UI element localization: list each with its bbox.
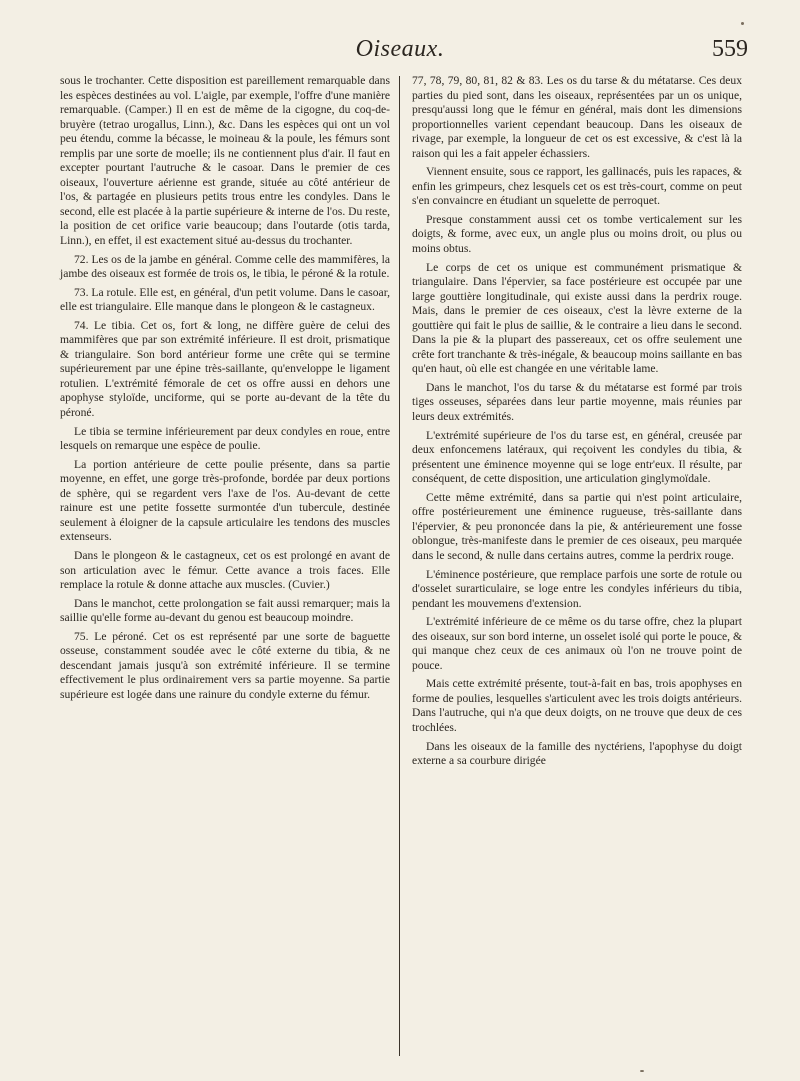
paragraph: L'éminence postérieure, que remplace parfois une sorte de rotule ou d'osselet surarticulaire, se loge entre les condyles inférieurs du tibia, pendant les mouvemens d'extension. [412,567,742,610]
paragraph-section-73: 73. La rotule. Elle est, en général, d'un petit volume. Dans le casoar, elle est triangulaire. Elle manque dans le plongeon & le castagneux. [60,285,390,314]
column-rule [399,76,400,1056]
paragraph: Cette même extrémité, dans sa partie qui n'est point articulaire, offre postérieurement une éminence rugueuse, très-saillante dans l'épervier, & peu prononcée dans la pie, & antérieurement une fosse oblongue, très-manifeste dans le premier de ces oiseaux, peu marquée dans le second, & nulle dans certains autres, comme la perdrix rouge. [412,490,742,562]
paragraph: Dans le plongeon & le castagneux, cet os est prolongé en avant de son articulation avec le fémur. Cette avance a trois faces. Elle remplace la rotule & donne attache aux muscles. (Cuvier.) [60,548,390,592]
paragraph: Viennent ensuite, sous ce rapport, les gallinacés, puis les rapaces, & enfin les grimpeurs, chez lesquels cet os est très-court, comme on peut s'en convaincre en étudiant un squelette de perroquet. [412,165,742,208]
paragraph: sous le trochanter. Cette disposition est pareillement remarquable dans les espèces destinées au vol. L'aigle, par exemple, l'offre d'une manière remarquable. (Camper.) Il en est de même de la cigogne, du coq-de-bruyère (tetrao urogallus, Linn.), &c. Dans les espèces qui ont un vol peu étendu, comme la bécasse, le moineau & la poule, les fémurs sont remplis par une sorte de moelle; ils ne contiennent plus d'air. Il faut en excepter pourtant l'autruche & le casoar. Dans le premier de ces oiseaux, l'ouverture aérienne est grande, située au côté antérieur de l'os, & partagée en plusieurs petits trous entre les condyles. Dans le second, elle est placée à la partie supérieure & interne de l'os. Du reste, la position de cet orifice varie beaucoup; dans l'outarde (otis tarda, Linn.), en effet, il est exactement situé au-dessus du trochanter. [60,74,390,248]
running-title: Oiseaux. [355,36,445,62]
paragraph: Dans le manchot, cette prolongation se fait aussi remarquer; mais la saillie qu'elle forme au-devant du genou est beaucoup moindre. [60,596,390,625]
paper-speck [640,1070,644,1072]
paragraph-section-74: 74. Le tibia. Cet os, fort & long, ne diffère guère de celui des mammifères que par son extrémité inférieure. Il est droit, prismatique & triangulaire. Son bord antérieur forme une crête qui se termine supérieurement par une épine très-saillante, qu'enveloppe le ligament rotulien. L'extrémité fémorale de cet os offre aussi en dehors une apophyse styloïde, unciforme, qui se porte au-devant de la tête du péroné. [60,318,390,420]
paragraph: Presque constamment aussi cet os tombe verticalement sur les doigts, & forme, avec eux, un angle plus ou moins droit, ou plus ou moins obtus. [412,212,742,256]
left-column [60,74,390,706]
paper-speck [741,22,744,25]
paragraph: Le corps de cet os unique est communément prismatique & triangulaire. Dans l'épervier, sa face postérieure est occupée par une large gouttière longitudinale, qui existe aussi dans la perdrix rouge. Mais, dans le premier de ces oiseaux, c'est la lèvre externe de la gouttière qui fait le plus de saillie, & le contraire a lieu dans le second. Dans la pie & la plupart des passereaux, cet os offre seulement une crête fort tranchante & très-inégale, & beaucoup moins saillante en bas qu'en haut, où elle est changée en une véritable lame. [412,260,742,376]
page-number: 559 [712,36,748,62]
paragraph: Dans le manchot, l'os du tarse & du métatarse est formé par trois tiges osseuses, séparées dans leur partie moyenne, mais réunies par leurs deux extrémités. [412,380,742,424]
right-column [412,74,742,773]
paragraph: L'extrémité inférieure de ce même os du tarse offre, chez la plupart des oiseaux, sur son bord interne, un osselet isolé qui porte le pouce, & qui manque chez ceux de ces animaux où l'on ne trouve point de pouce. [412,615,742,672]
paragraph: Dans les oiseaux de la famille des nyctériens, l'apophyse du doigt externe a sa courbure dirigée [412,739,742,768]
paragraph-section-77-83: 77, 78, 79, 80, 81, 82 & 83. Les os du tarse & du métatarse. Ces deux parties du pied sont, dans les oiseaux, représentées par un os unique, presqu'aussi long que le fémur en général, mais dont les dimensions proportionnelles varient cependant beaucoup. Dans les oiseaux de rivage, par exemple, la longueur de cet os est excessive, & c'est là la raison qui les a fait appeler échassiers. [412,74,742,160]
paragraph: L'extrémité supérieure de l'os du tarse est, en général, creusée par deux enfoncemens latéraux, qui reçoivent les condyles du tibia, & présentent une éminence moyenne qui se loge entr'eux. Il résulte, par conséquent, de cette disposition, une articulation ginglymoïdale. [412,428,742,486]
paragraph: Le tibia se termine inférieurement par deux condyles en roue, entre lesquels on remarque une espèce de poulie. [60,424,390,453]
paragraph-section-75: 75. Le péroné. Cet os est représenté par une sorte de baguette osseuse, constamment soudée avec le côté externe du tibia, & ne descendant jamais jusqu'à son extrémité inférieure. Il se termine effectivement le plus ordinairement vers sa partie moyenne. Sa partie supérieure est logée dans une rainure du condyle externe du fémur. [60,629,390,701]
paragraph-section-72: 72. Les os de la jambe en général. Comme celle des mammifères, la jambe des oiseaux est formée de trois os, le tibia, le péroné & la rotule. [60,252,390,281]
paragraph: Mais cette extrémité présente, tout-à-fait en bas, trois apophyses en forme de poulies, lesquelles s'articulent avec les trois doigts antérieurs. Dans l'autruche, qui n'a que deux doigts, on ne trouve que deux de ces trochlées. [412,677,742,734]
paragraph: La portion antérieure de cette poulie présente, dans sa partie moyenne, en effet, une gorge très-profonde, bordée par deux portions de sphère, qui se regardent vers l'axe de l'os. Au-devant de cette rainure est une petite fossette surmontée d'un tubercule, destinée seulement à éloigner de la capsule articulaire les tendons des muscles extenseurs. [60,457,390,544]
